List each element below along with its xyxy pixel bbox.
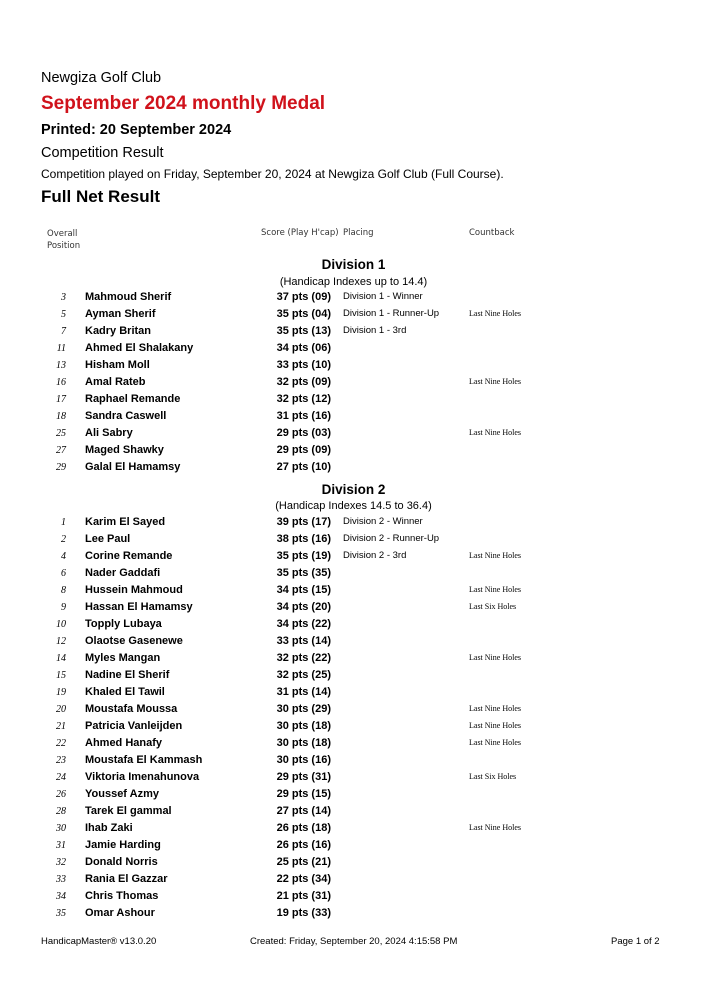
player-name: Topply Lubaya: [85, 618, 162, 630]
score-cell: 34 pts (15): [276, 584, 331, 596]
player-name: Viktoria Imenahunova: [85, 771, 200, 783]
player-name: Corine Remande: [85, 550, 173, 562]
division-2-subtitle: (Handicap Indexes 14.5 to 36.4): [275, 500, 432, 512]
position-cell: 8: [61, 585, 66, 596]
countback-cell: Last Nine Holes: [469, 823, 521, 832]
result-row: [0, 289, 707, 306]
player-name: Hassan El Hamamsy: [85, 601, 193, 613]
position-cell: 26: [56, 789, 66, 800]
score-cell: 35 pts (04): [276, 308, 331, 320]
result-row: [0, 391, 707, 408]
player-name: Chris Thomas: [85, 890, 159, 902]
position-cell: 32: [56, 857, 66, 868]
position-cell: 6: [61, 568, 66, 579]
score-cell: 39 pts (17): [276, 516, 331, 528]
player-name: Rania El Gazzar: [85, 873, 168, 885]
countback-cell: Last Nine Holes: [469, 428, 521, 437]
player-name: Maged Shawky: [85, 444, 164, 456]
result-row: [0, 374, 707, 391]
competition-description: Competition played on Friday, September 20, 2024 at Newgiza Golf Club (Full Course).: [41, 167, 504, 181]
score-cell: 26 pts (18): [276, 822, 331, 834]
result-row: [0, 357, 707, 374]
result-row: [0, 514, 707, 531]
result-row: [0, 531, 707, 548]
club-name: Newgiza Golf Club: [41, 70, 162, 86]
division-2-title: Division 2: [321, 482, 386, 497]
score-cell: 34 pts (22): [276, 618, 331, 630]
player-name: Ali Sabry: [85, 427, 133, 439]
position-cell: 22: [56, 738, 66, 749]
position-cell: 25: [56, 428, 66, 439]
result-row: [0, 633, 707, 650]
result-row: [0, 786, 707, 803]
column-header-position: Overall Position: [47, 229, 81, 251]
placing-cell: Division 2 - Winner: [343, 516, 423, 527]
score-cell: 37 pts (09): [276, 291, 331, 303]
score-cell: 32 pts (09): [276, 376, 331, 388]
result-row: [0, 701, 707, 718]
position-cell: 27: [56, 445, 66, 456]
result-row: [0, 752, 707, 769]
countback-cell: Last Six Holes: [469, 772, 517, 781]
result-row: [0, 650, 707, 667]
result-row: [0, 340, 707, 357]
result-row: [0, 565, 707, 582]
result-row: [0, 820, 707, 837]
player-name: Moustafa El Kammash: [85, 754, 203, 766]
score-cell: 31 pts (14): [276, 686, 331, 698]
score-cell: 26 pts (16): [276, 839, 331, 851]
result-row: [0, 718, 707, 735]
position-cell: 2: [61, 534, 66, 545]
position-cell: 4: [61, 551, 66, 562]
player-name: Galal El Hamamsy: [85, 461, 181, 473]
position-cell: 14: [56, 653, 66, 664]
player-name: Ayman Sherif: [85, 308, 156, 320]
score-cell: 35 pts (19): [276, 550, 331, 562]
score-cell: 29 pts (31): [276, 771, 331, 783]
position-cell: 28: [56, 806, 66, 817]
player-name: Tarek El gammal: [85, 805, 172, 817]
result-row: [0, 425, 707, 442]
countback-cell: Last Nine Holes: [469, 551, 521, 560]
position-cell: 12: [56, 636, 66, 647]
player-name: Omar Ashour: [85, 907, 155, 919]
score-cell: 32 pts (25): [276, 669, 331, 681]
page-title: September 2024 monthly Medal: [41, 93, 326, 114]
position-cell: 23: [56, 755, 66, 766]
result-row: [0, 769, 707, 786]
position-cell: 17: [56, 394, 66, 405]
position-cell: 34: [56, 891, 66, 902]
player-name: Donald Norris: [85, 856, 158, 868]
score-cell: 27 pts (10): [276, 461, 331, 473]
column-header-countback: Countback: [469, 228, 515, 238]
player-name: Sandra Caswell: [85, 410, 167, 422]
result-row: [0, 442, 707, 459]
result-row: [0, 735, 707, 752]
player-name: Mahmoud Sherif: [85, 291, 172, 303]
countback-cell: Last Nine Holes: [469, 309, 521, 318]
player-name: Nadine El Sherif: [85, 669, 170, 681]
score-cell: 32 pts (22): [276, 652, 331, 664]
player-name: Olaotse Gasenewe: [85, 635, 183, 647]
countback-cell: Last Six Holes: [469, 602, 517, 611]
countback-cell: Last Nine Holes: [469, 653, 521, 662]
score-cell: 30 pts (18): [276, 720, 331, 732]
score-cell: 33 pts (10): [276, 359, 331, 371]
placing-cell: Division 1 - Winner: [343, 291, 423, 302]
result-row: [0, 548, 707, 565]
score-cell: 19 pts (33): [276, 907, 331, 919]
printed-date: Printed: 20 September 2024: [41, 122, 232, 138]
placing-cell: Division 2 - Runner-Up: [343, 533, 440, 544]
position-cell: 30: [56, 823, 66, 834]
position-cell: 33: [56, 874, 66, 885]
score-cell: 22 pts (34): [276, 873, 331, 885]
result-row: [0, 323, 707, 340]
position-cell: 29: [56, 462, 66, 473]
countback-cell: Last Nine Holes: [469, 377, 521, 386]
position-cell: 18: [56, 411, 66, 422]
placing-cell: Division 1 - 3rd: [343, 325, 407, 336]
result-row: [0, 408, 707, 425]
placing-cell: Division 2 - 3rd: [343, 550, 407, 561]
position-cell: 3: [61, 292, 66, 303]
result-row: [0, 306, 707, 323]
result-row: [0, 684, 707, 701]
position-cell: 31: [56, 840, 66, 851]
position-cell: 20: [56, 704, 66, 715]
result-row: [0, 667, 707, 684]
footer-created: Created: Friday, September 20, 2024 4:15:58 PM: [250, 936, 458, 947]
position-cell: 24: [56, 772, 66, 783]
position-cell: 16: [56, 377, 66, 388]
player-name: Hisham Moll: [85, 359, 150, 371]
score-cell: 32 pts (12): [276, 393, 331, 405]
player-name: Ahmed El Shalakany: [85, 342, 194, 354]
player-name: Jamie Harding: [85, 839, 161, 851]
footer-software: HandicapMaster® v13.0.20: [41, 936, 157, 947]
countback-cell: Last Nine Holes: [469, 704, 521, 713]
result-row: [0, 582, 707, 599]
competition-heading: Competition Result: [41, 145, 164, 161]
countback-cell: Last Nine Holes: [469, 721, 521, 730]
result-row: [0, 599, 707, 616]
position-cell: 1: [61, 517, 66, 528]
division-2-results: [0, 514, 707, 922]
player-name: Raphael Remande: [85, 393, 181, 405]
result-row: [0, 905, 707, 922]
result-row: [0, 837, 707, 854]
score-cell: 30 pts (18): [276, 737, 331, 749]
player-name: Ahmed Hanafy: [85, 737, 163, 749]
score-cell: 21 pts (31): [276, 890, 331, 902]
position-cell: 21: [56, 721, 66, 732]
score-cell: 29 pts (03): [276, 427, 331, 439]
score-cell: 27 pts (14): [276, 805, 331, 817]
player-name: Amal Rateb: [85, 376, 146, 388]
result-row: [0, 888, 707, 905]
score-cell: 30 pts (29): [276, 703, 331, 715]
score-cell: 33 pts (14): [276, 635, 331, 647]
position-cell: 15: [56, 670, 66, 681]
position-cell: 10: [56, 619, 66, 630]
countback-cell: Last Nine Holes: [469, 585, 521, 594]
result-row: [0, 803, 707, 820]
position-cell: 11: [56, 343, 66, 354]
result-row: [0, 459, 707, 476]
placing-cell: Division 1 - Runner-Up: [343, 308, 440, 319]
result-row: [0, 616, 707, 633]
score-cell: 35 pts (13): [276, 325, 331, 337]
score-cell: 29 pts (15): [276, 788, 331, 800]
player-name: Lee Paul: [85, 533, 131, 545]
division-1-title: Division 1: [321, 257, 386, 272]
player-name: Kadry Britan: [85, 325, 152, 337]
player-name: Hussein Mahmoud: [85, 584, 183, 596]
column-header-placing: Placing: [343, 228, 374, 238]
division-1-subtitle: (Handicap Indexes up to 14.4): [279, 276, 428, 288]
score-cell: 29 pts (09): [276, 444, 331, 456]
position-cell: 9: [61, 602, 66, 613]
score-cell: 34 pts (06): [276, 342, 331, 354]
position-cell: 5: [61, 309, 66, 320]
player-name: Patricia Vanleijden: [85, 720, 183, 732]
column-header-score: Score (Play H'cap): [261, 228, 339, 238]
score-cell: 31 pts (16): [276, 410, 331, 422]
position-cell: 7: [61, 326, 66, 337]
score-cell: 34 pts (20): [276, 601, 331, 613]
position-cell: 13: [56, 360, 66, 371]
division-1-results: [0, 289, 707, 476]
result-row: [0, 871, 707, 888]
position-cell: 19: [56, 687, 66, 698]
player-name: Youssef Azmy: [85, 788, 159, 800]
countback-cell: Last Nine Holes: [469, 738, 521, 747]
result-row: [0, 854, 707, 871]
player-name: Moustafa Moussa: [85, 703, 178, 715]
score-cell: 38 pts (16): [276, 533, 331, 545]
player-name: Myles Mangan: [85, 652, 161, 664]
player-name: Khaled El Tawil: [85, 686, 165, 698]
score-cell: 30 pts (16): [276, 754, 331, 766]
result-title: Full Net Result: [41, 187, 161, 206]
player-name: Nader Gaddafi: [85, 567, 161, 579]
position-cell: 35: [56, 908, 66, 919]
score-cell: 25 pts (21): [276, 856, 331, 868]
footer-page-number: Page 1 of 2: [611, 936, 660, 947]
score-cell: 35 pts (35): [276, 567, 331, 579]
player-name: Karim El Sayed: [85, 516, 166, 528]
player-name: Ihab Zaki: [85, 822, 133, 834]
